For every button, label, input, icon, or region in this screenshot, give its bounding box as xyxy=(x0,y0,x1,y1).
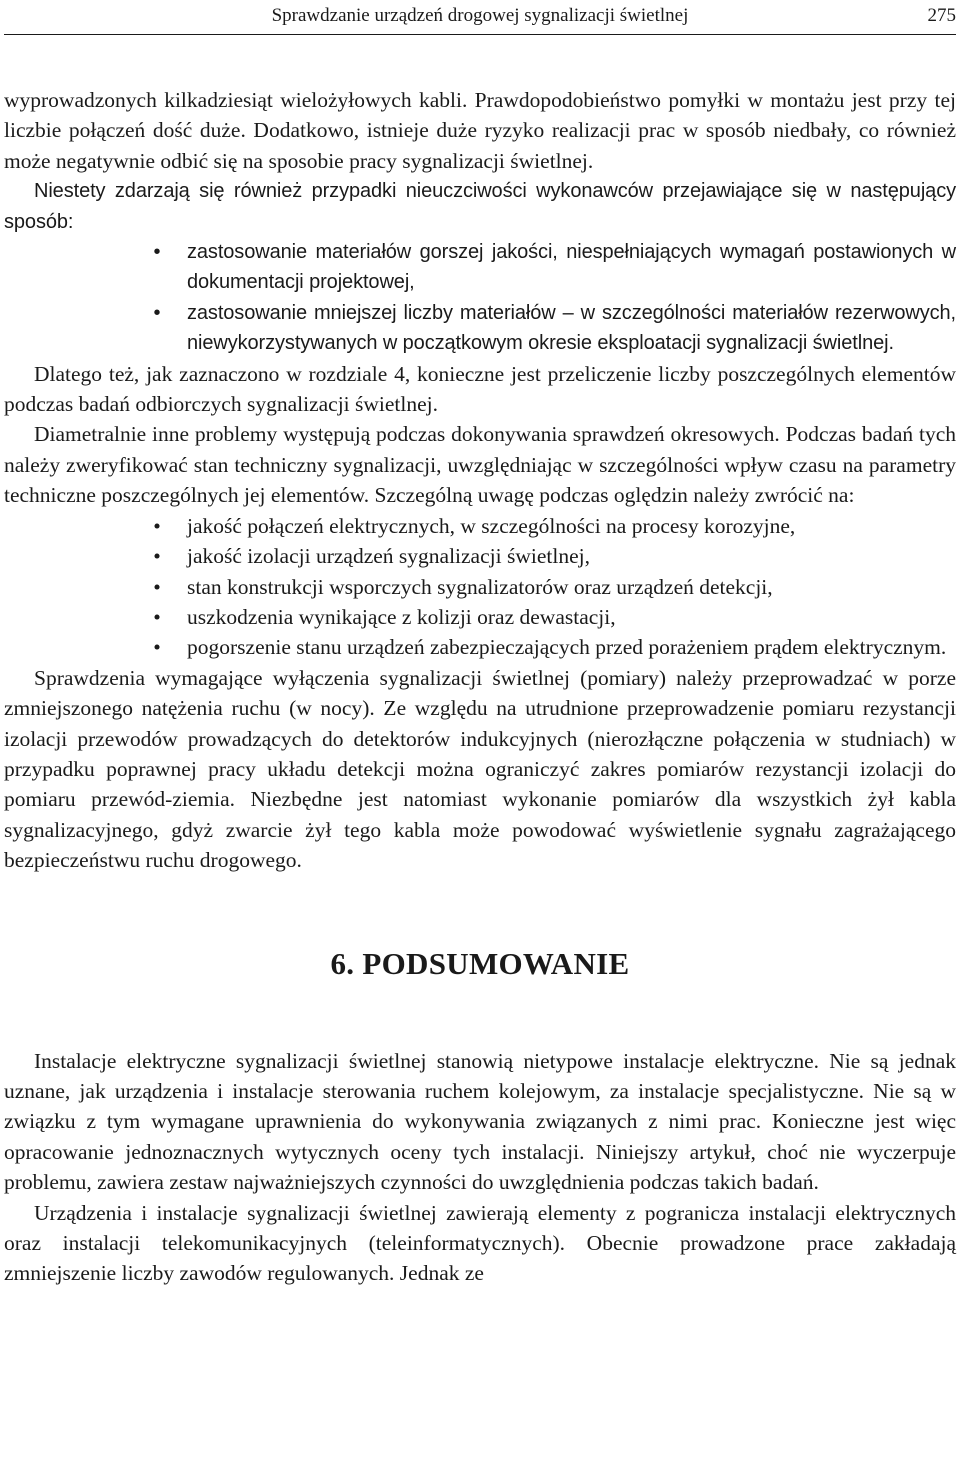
page-number: 275 xyxy=(927,5,956,26)
bullet-icon: • xyxy=(153,301,161,324)
list-item xyxy=(153,632,956,662)
list-item-text: jakość połączeń elektrycznych, w szczególności na procesy korozyjne, xyxy=(187,513,796,538)
bullet-icon: • xyxy=(153,544,161,569)
list-item-text: zastosowanie materiałów gorszej jakości, niespełniających wymagań postawionych w dokumentacji projektowej, xyxy=(187,241,956,294)
paragraph: Urządzenia i instalacje sygnalizacji świetlnej zawierają elementy z pogranicza instalacji elektrycznych oraz instalacji telekomunikacyjnych (teleinformatycznych). Obecnie prowadzone prace zakładają zmniejszenie liczby zawodów regulowanych. Jednak ze xyxy=(4,1200,956,1286)
list-item-text: pogorszenie stanu urządzeń zabezpieczających przed porażeniem prądem elektrycznym. xyxy=(187,635,947,660)
bullet-icon: • xyxy=(153,241,161,264)
bullet-icon: • xyxy=(153,574,161,599)
bullet-icon: • xyxy=(153,604,161,629)
paragraph: Niestety zdarzają się również przypadki nieuczciwości wykonawców przejawiające się w następujący sposób: xyxy=(4,180,956,233)
document-body xyxy=(4,85,956,1289)
bullet-list xyxy=(4,511,956,663)
section-heading: 6. PODSUMOWANIE xyxy=(330,945,630,981)
list-item xyxy=(153,298,956,359)
bullet-icon: • xyxy=(153,635,161,660)
bullet-list xyxy=(4,237,956,359)
list-item-text: uszkodzenia wynikające z kolizji oraz dewastacji, xyxy=(187,604,616,629)
list-item xyxy=(153,572,956,602)
bullet-icon: • xyxy=(153,513,161,538)
running-title: Sprawdzanie urządzeń drogowej sygnalizacji świetlnej xyxy=(271,5,689,26)
list-item-text: jakość izolacji urządzeń sygnalizacji świetlnej, xyxy=(187,544,590,569)
list-item xyxy=(153,602,956,632)
list-item-text: zastosowanie mniejszej liczby materiałów – w szczególności materiałów rezerwowych, niewykorzystywanych w początkowym okresie eksploatacji sygnalizacji świetlnej. xyxy=(187,301,956,355)
paragraph: Sprawdzenia wymagające wyłączenia sygnalizacji świetlnej (pomiary) należy przeprowadzać w porze zmniejszonego natężenia ruchu (w nocy). Ze względu na utrudnione przeprowadzenie pomiaru rezystancji izolacji przewodów prowadzących do detektorów indukcyjnych (nierozłączne połączenia w studniach) w przypadku poprawnej pracy układu detekcji można ograniczyć zakres pomiarów rezystancji izolacji do pomiaru przewód-ziemia. Niezbędne jest natomiast wykonanie pomiarów dla wszystkich żył kabla sygnalizacyjnego, gdyż zwarcie żył tego kabla może powodować wyświetlenie sygnału zagrażającego bezpieczeństwu ruchu drogowego. xyxy=(4,665,956,873)
list-item xyxy=(153,511,956,541)
paragraph: Diametralnie inne problemy występują podczas dokonywania sprawdzeń okresowych. Podczas badań tych należy zweryfikować stan techniczny sygnalizacji, uwzględniając w szczególności wpływ czasu na parametry techniczne poszczególnych jej elementów. Szczególną uwagę podczas oględzin należy zwrócić na: xyxy=(4,422,956,508)
list-item-text: stan konstrukcji wsporczych sygnalizatorów oraz urządzeń detekcji, xyxy=(187,574,773,599)
paragraph: Dlatego też, jak zaznaczono w rozdziale 4, konieczne jest przeliczenie liczby poszczególnych elementów podczas badań odbiorczych sygnalizacji świetlnej. xyxy=(4,361,956,417)
paragraph: Instalacje elektryczne sygnalizacji świetlnej stanowią nietypowe instalacje elektryczne. Nie są jednak uznane, jak urządzenia i instalacje sterowania ruchem kolejowym, za instalacje specjalistyczne. Nie są w związku z tym wymagane uprawnienia do wykonywania związanych z nimi prac. Konieczne jest więc opracowanie jednoznacznych wytycznych oceny tych instalacji. Niniejszy artykuł, choć nie wyczerpuje problemu, zawiera zestaw najważniejszych czynności do uwzględnienia podczas takich badań. xyxy=(4,1048,956,1195)
list-item xyxy=(153,237,956,298)
list-item xyxy=(153,541,956,571)
running-header xyxy=(4,0,956,35)
paragraph: wyprowadzonych kilkadziesiąt wielożyłowych kabli. Prawdopodobieństwo pomyłki w montażu jest przy tej liczbie połączeń dość duże. Dodatkowo, istnieje duże ryzyko realizacji prac w sposób niedbały, co również może negatywnie odbić się na sposobie pracy sygnalizacji świetlnej. xyxy=(4,88,956,173)
